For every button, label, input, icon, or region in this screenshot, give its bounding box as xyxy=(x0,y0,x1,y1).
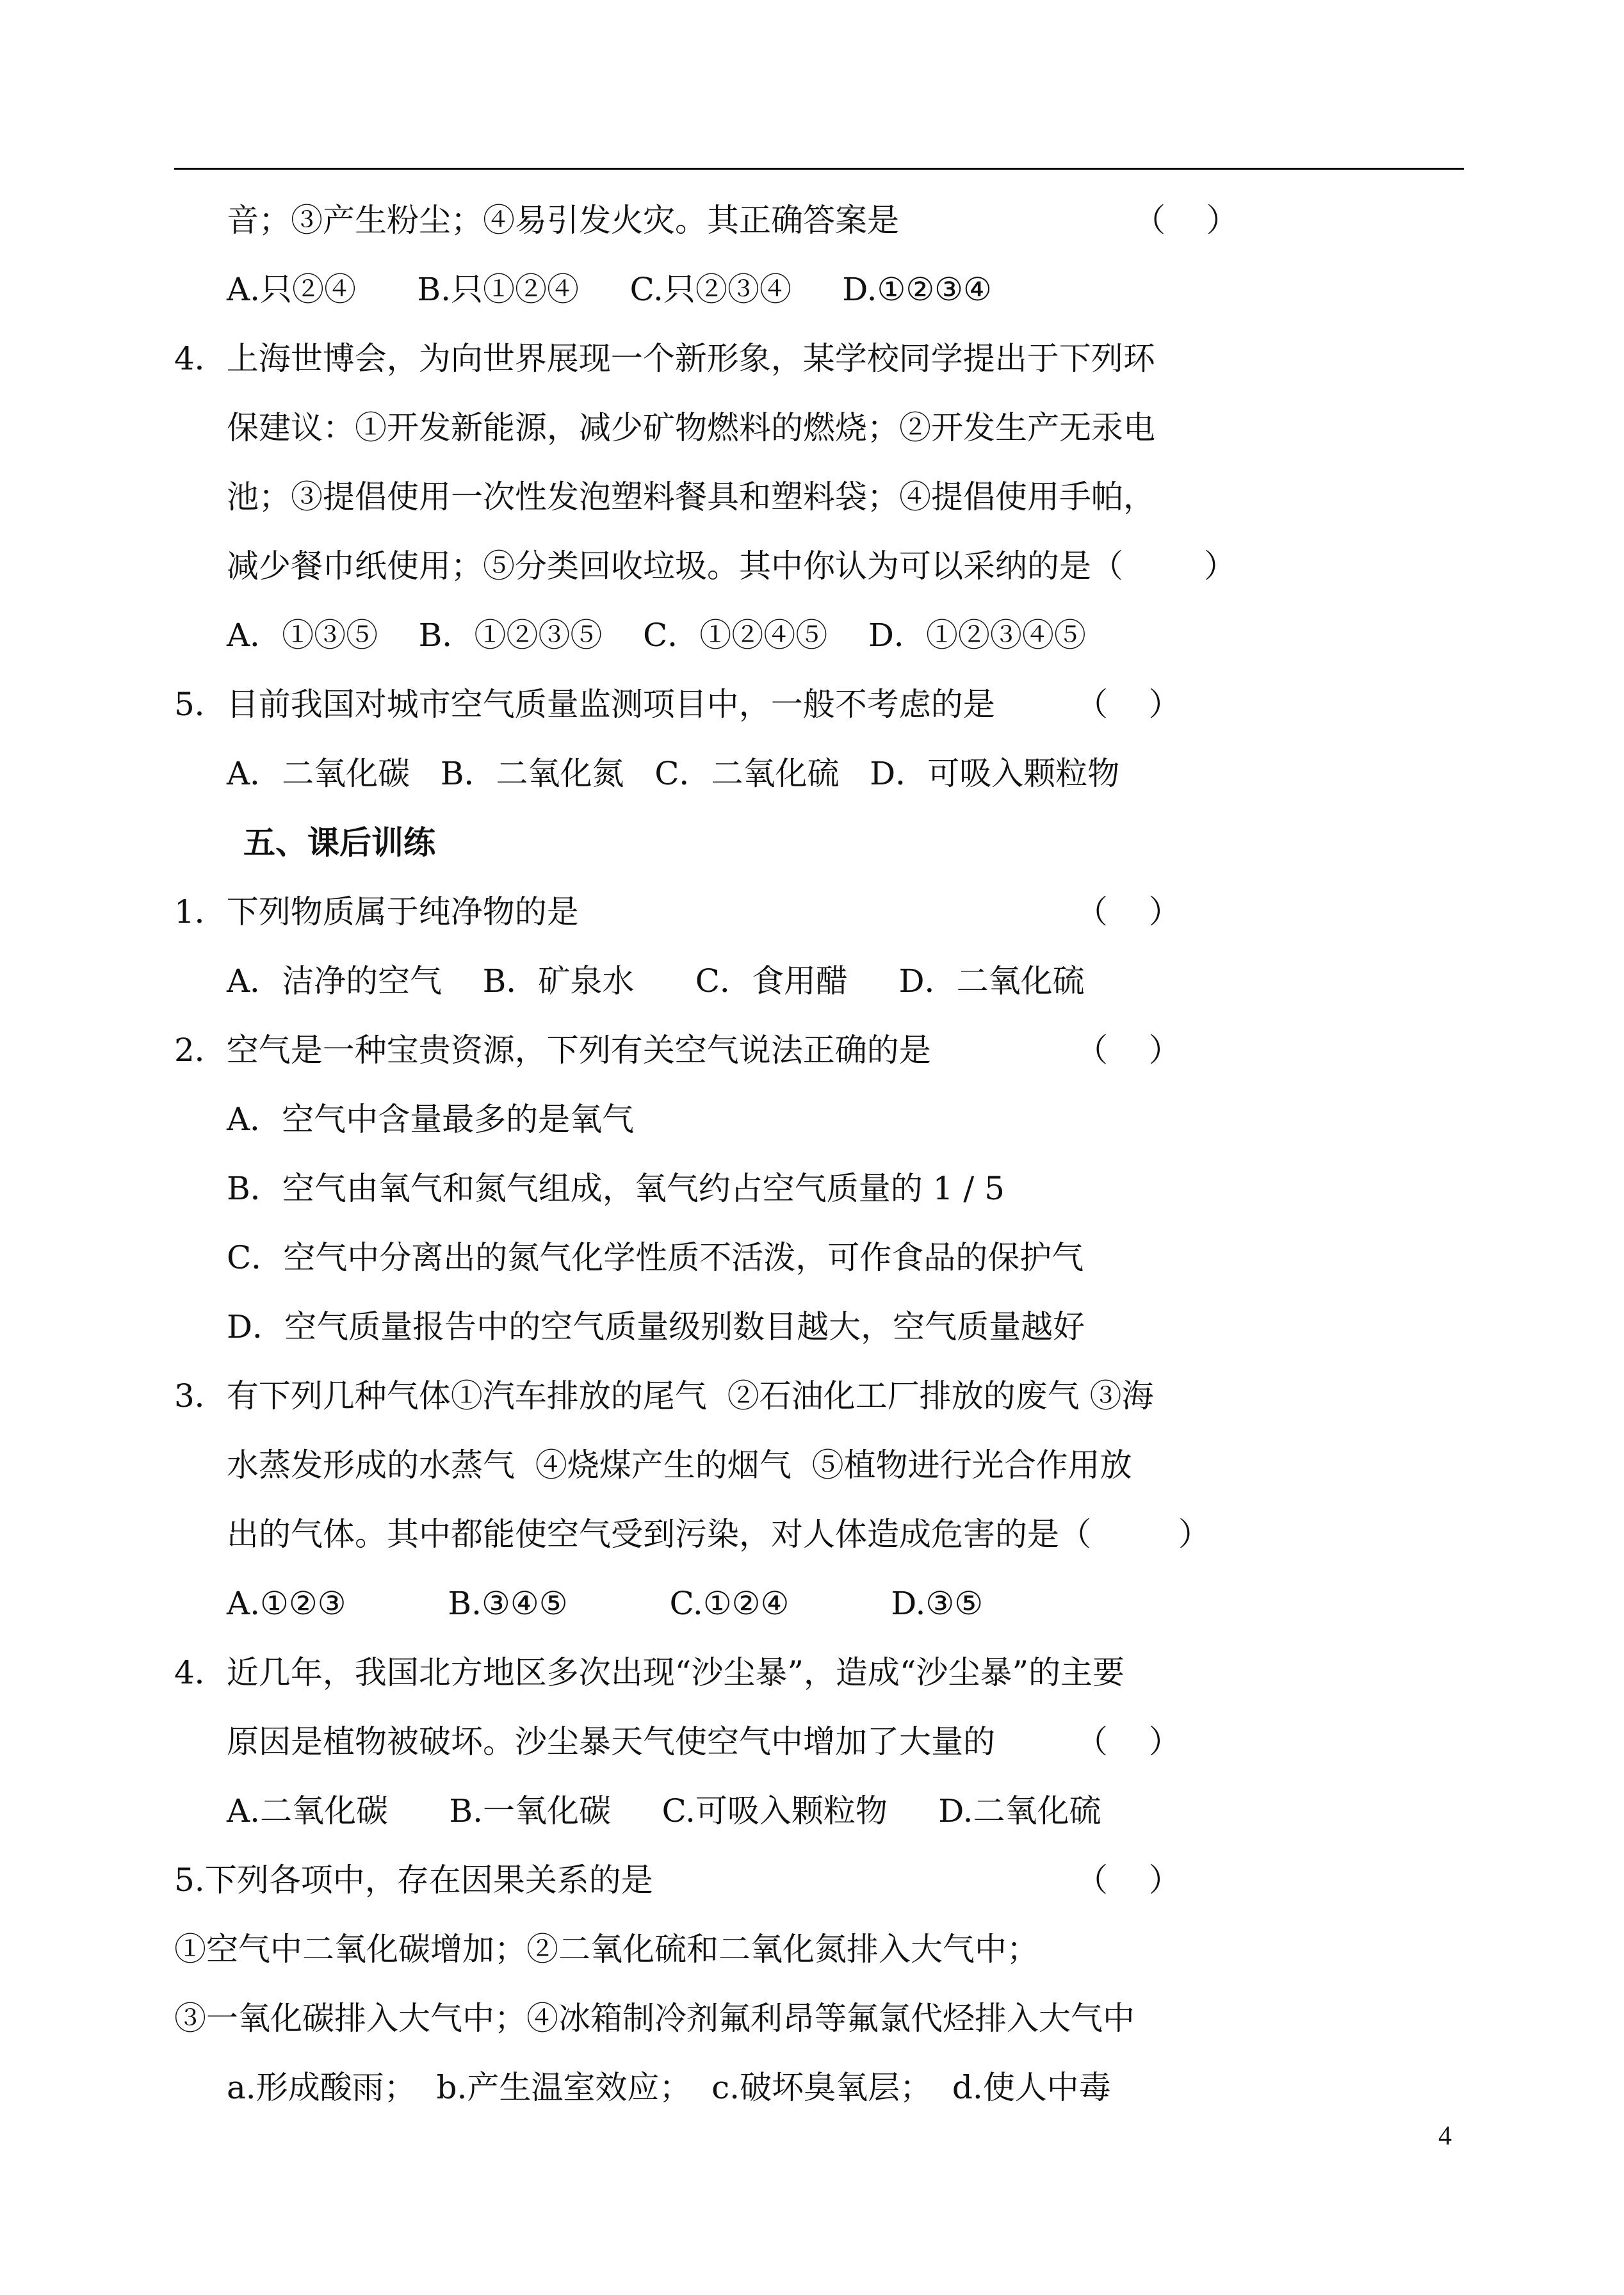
section-heading: 五、课后训练 xyxy=(243,824,435,861)
exercise-2-option-c: C．空气中分离出的氮气化学性质不活泼，可作食品的保护气 xyxy=(227,1239,1084,1276)
exercise-3-stem-line-2: 水蒸发形成的水蒸气 ④烧煤产生的烟气 ⑤植物进行光合作用放 xyxy=(227,1447,1132,1484)
question-4-stem-line-4: 减少餐巾纸使用；⑤分类回收垃圾。其中你认为可以采纳的是（ xyxy=(227,547,1123,585)
exercise-2-option-d: D．空气质量报告中的空气质量级别数目越大，空气质量越好 xyxy=(227,1308,1085,1345)
answer-bracket: （ ） xyxy=(1076,1032,1181,1069)
exercise-1-stem: 1．下列物质属于纯净物的是 xyxy=(174,893,579,930)
question-5-stem: 5．目前我国对城市空气质量监测项目中，一般不考虑的是 xyxy=(174,686,995,723)
exercise-2-stem: 2．空气是一种宝贵资源，下列有关空气说法正确的是 xyxy=(174,1032,931,1069)
answer-bracket: ） xyxy=(1178,1516,1210,1553)
answer-bracket: ） xyxy=(1204,547,1236,585)
question-4-stem: 4．上海世博会，为向世界展现一个新形象，某学校同学提出于下列环 xyxy=(174,340,1155,377)
question-4-stem-line-2: 保建议：①开发新能源，减少矿物燃料的燃烧；②开发生产无汞电 xyxy=(227,409,1155,446)
question-3-options: A.只②④ B.只①②④ C.只②③④ D.①②③④ xyxy=(227,271,992,308)
header-rule xyxy=(174,168,1464,170)
page-number: 4 xyxy=(1438,2121,1452,2151)
exercise-4-stem: 4．近几年，我国北方地区多次出现“沙尘暴”，造成“沙尘暴”的主要 xyxy=(174,1654,1125,1691)
exercise-1-options: A．洁净的空气 B．矿泉水 C．食用醋 D．二氧化硫 xyxy=(227,962,1085,1000)
answer-bracket: （ ） xyxy=(1076,1723,1181,1760)
exercise-5-stem: 5.下列各项中，存在因果关系的是 xyxy=(174,1861,653,1899)
exercise-4-options: A.二氧化碳 B.一氧化碳 C.可吸入颗粒物 D.二氧化硫 xyxy=(227,1792,1101,1829)
answer-bracket: （ ） xyxy=(1076,1861,1181,1899)
exercise-5-causes-line-1: ①空气中二氧化碳增加；②二氧化硫和二氧化氮排入大气中； xyxy=(174,1931,1039,1968)
answer-bracket: （ ） xyxy=(1076,686,1181,723)
question-3-continued: 音；③产生粉尘；④易引发火灾。其正确答案是 xyxy=(227,202,899,239)
exercise-5-effects: a.形成酸雨； b.产生温室效应； c.破坏臭氧层； d.使人中毒 xyxy=(227,2069,1111,2106)
exercise-2-option-b: B．空气由氧气和氮气组成，氧气约占空气质量的 1 / 5 xyxy=(227,1170,1005,1207)
question-4-options: A．①③⑤ B．①②③⑤ C．①②④⑤ D．①②③④⑤ xyxy=(227,617,1086,654)
question-4-stem-line-3: 池；③提倡使用一次性发泡塑料餐具和塑料袋；④提倡使用手帕， xyxy=(227,478,1155,515)
exercise-3-options: A.①②③ B.③④⑤ C.①②④ D.③⑤ xyxy=(227,1585,984,1622)
exercise-2-option-a: A．空气中含量最多的是氧气 xyxy=(227,1101,635,1138)
exercise-3-stem: 3．有下列几种气体①汽车排放的尾气 ②石油化工厂排放的废气 ③海 xyxy=(174,1377,1154,1415)
exercise-5-causes-line-2: ③一氧化碳排入大气中；④冰箱制冷剂氟利昂等氟氯代烃排入大气中 xyxy=(174,2000,1135,2037)
exercise-4-stem-line-2: 原因是植物被破坏。沙尘暴天气使空气中增加了大量的 xyxy=(227,1723,995,1760)
answer-bracket: （ ） xyxy=(1076,893,1181,930)
question-5-options: A．二氧化碳 B．二氧化氮 C．二氧化硫 D．可吸入颗粒物 xyxy=(227,755,1120,792)
answer-bracket: （ ） xyxy=(1133,202,1238,239)
exercise-3-stem-line-3: 出的气体。其中都能使空气受到污染，对人体造成危害的是（ xyxy=(227,1516,1091,1553)
